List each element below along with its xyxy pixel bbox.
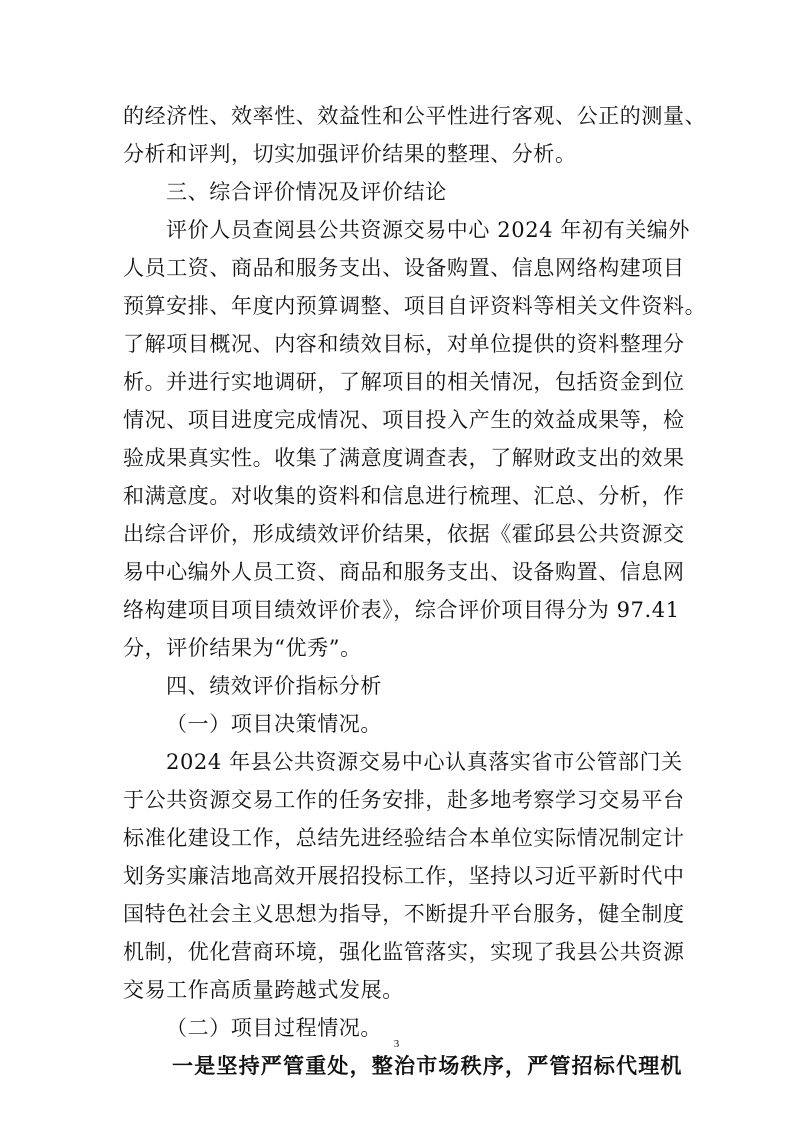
body-text-line: 人员工资、商品和服务支出、设备购置、信息网络构建项目 bbox=[123, 256, 685, 280]
body-text-line: 情况、项目进度完成情况、项目投入产生的效益成果等，检 bbox=[123, 408, 685, 432]
body-text-line: 交易工作高质量跨越式发展。 bbox=[123, 978, 404, 1002]
body-text-line: 国特色社会主义思想为指导，不断提升平台服务，健全制度 bbox=[123, 902, 685, 926]
section-heading: 四、绩效评价指标分析 bbox=[166, 674, 382, 698]
body-text-line: 分，评价结果为“优秀”。 bbox=[123, 636, 362, 660]
section-heading: 三、综合评价情况及评价结论 bbox=[166, 180, 447, 204]
body-text-line: 预算安排、年度内预算调整、项目自评资料等相关文件资料。 bbox=[123, 294, 707, 318]
body-text-line: 析。并进行实地调研，了解项目的相关情况，包括资金到位 bbox=[123, 370, 685, 394]
body-text-line: 标准化建设工作，总结先进经验结合本单位实际情况制定计 bbox=[123, 826, 685, 850]
body-text-line: 机制，优化营商环境，强化监管落实，实现了我县公共资源 bbox=[123, 940, 685, 964]
body-text-line: 和满意度。对收集的资料和信息进行梳理、汇总、分析，作 bbox=[123, 484, 685, 508]
body-text-line: 评价人员查阅县公共资源交易中心 2024 年初有关编外 bbox=[166, 218, 690, 242]
body-text-line: 分析和评判，切实加强评价结果的整理、分析。 bbox=[123, 142, 577, 166]
body-text-line: 验成果真实性。收集了满意度调查表，了解财政支出的效果 bbox=[123, 446, 685, 470]
page-number: 3 bbox=[393, 1038, 400, 1050]
subsection-heading: （一）项目决策情况。 bbox=[166, 712, 382, 736]
body-text-line: 易中心编外人员工资、商品和服务支出、设备购置、信息网 bbox=[123, 560, 685, 584]
body-text-line: 了解项目概况、内容和绩效目标，对单位提供的资料整理分 bbox=[123, 332, 685, 356]
body-text-line: 的经济性、效率性、效益性和公平性进行客观、公正的测量、 bbox=[123, 104, 707, 128]
body-text-line: 络构建项目项目绩效评价表》，综合评价项目得分为 97.41 bbox=[123, 598, 680, 622]
body-text-line: 出综合评价，形成绩效评价结果，依据《霍邱县公共资源交 bbox=[123, 522, 685, 546]
body-text-line: 于公共资源交易工作的任务安排，赴多地考察学习交易平台 bbox=[123, 788, 685, 812]
subsection-heading: （二）项目过程情况。 bbox=[166, 1016, 382, 1040]
bold-paragraph-start: 一是坚持严管重处，整治市场秩序，严管招标代理机 bbox=[172, 1053, 683, 1078]
body-text-line: 划务实廉洁地高效开展招投标工作，坚持以习近平新时代中 bbox=[123, 864, 685, 888]
body-text-line: 2024 年县公共资源交易中心认真落实省市公管部门关 bbox=[166, 750, 683, 774]
